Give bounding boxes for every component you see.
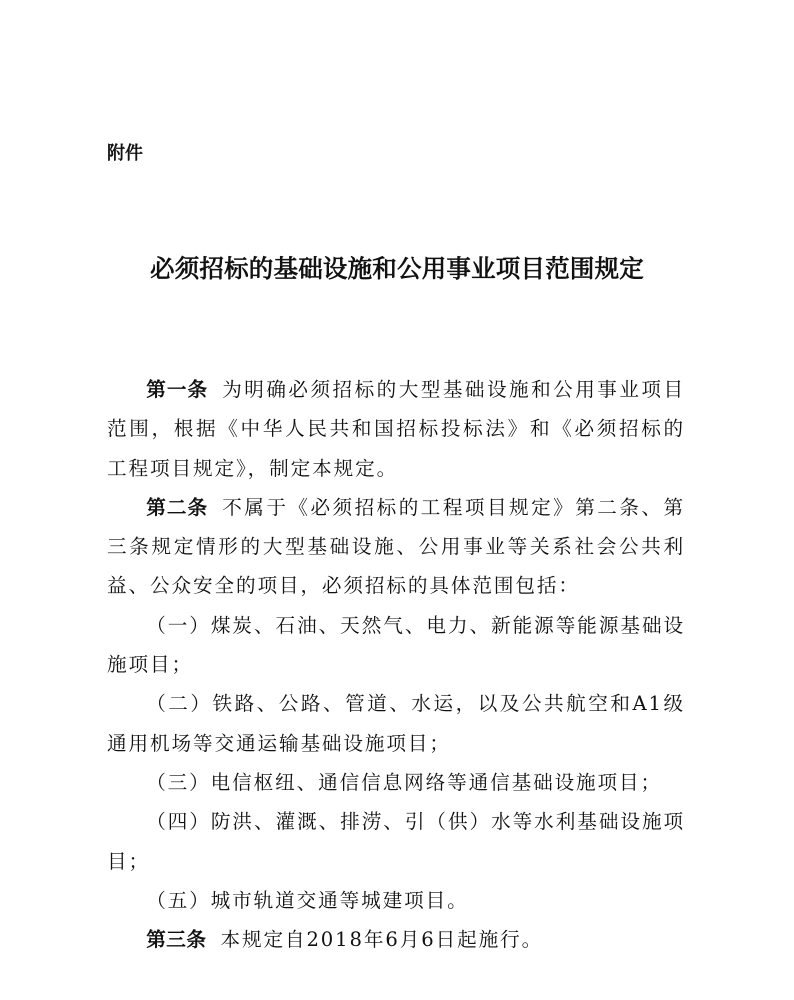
article-3-text: 本规定自2018年6月6日起施行。	[220, 928, 544, 952]
list-item-4: （四）防洪、灌溉、排涝、引（供）水等水利基础设施项目；	[107, 810, 685, 873]
list-item-2: （二）铁路、公路、管道、水运，以及公共航空和A1级通用机场等交通运输基础设施项目；	[107, 692, 685, 755]
list-item-3: （三）电信枢纽、通信信息网络等通信基础设施项目；	[146, 770, 663, 794]
article-1-label: 第一条	[146, 378, 209, 401]
document-title: 必须招标的基础设施和公用事业项目范围规定	[150, 254, 644, 283]
article-2-text: 不属于《必须招标的工程项目规定》第二条、第三条规定情形的大型基础设施、公用事业等关系社会公共利益、公众安全的项目，必须招标的具体范围包括：	[107, 495, 685, 598]
article-3	[107, 920, 685, 959]
article-1-text: 为明确必须招标的大型基础设施和公用事业项目范围，根据《中华人民共和国招标投标法》和《必须招标的工程项目规定》，制定本规定。	[107, 378, 685, 480]
article-3-label: 第三条	[146, 928, 207, 952]
attachment-label: 附件	[107, 143, 143, 164]
article-2-label: 第二条	[146, 495, 209, 519]
list-item-5: （五）城市轨道交通等城建项目。	[146, 888, 469, 912]
article-2	[107, 488, 685, 606]
article-1	[107, 370, 685, 488]
document-body	[107, 370, 685, 959]
list-item-1: （一）煤炭、石油、天然气、电力、新能源等能源基础设施项目；	[107, 613, 685, 677]
